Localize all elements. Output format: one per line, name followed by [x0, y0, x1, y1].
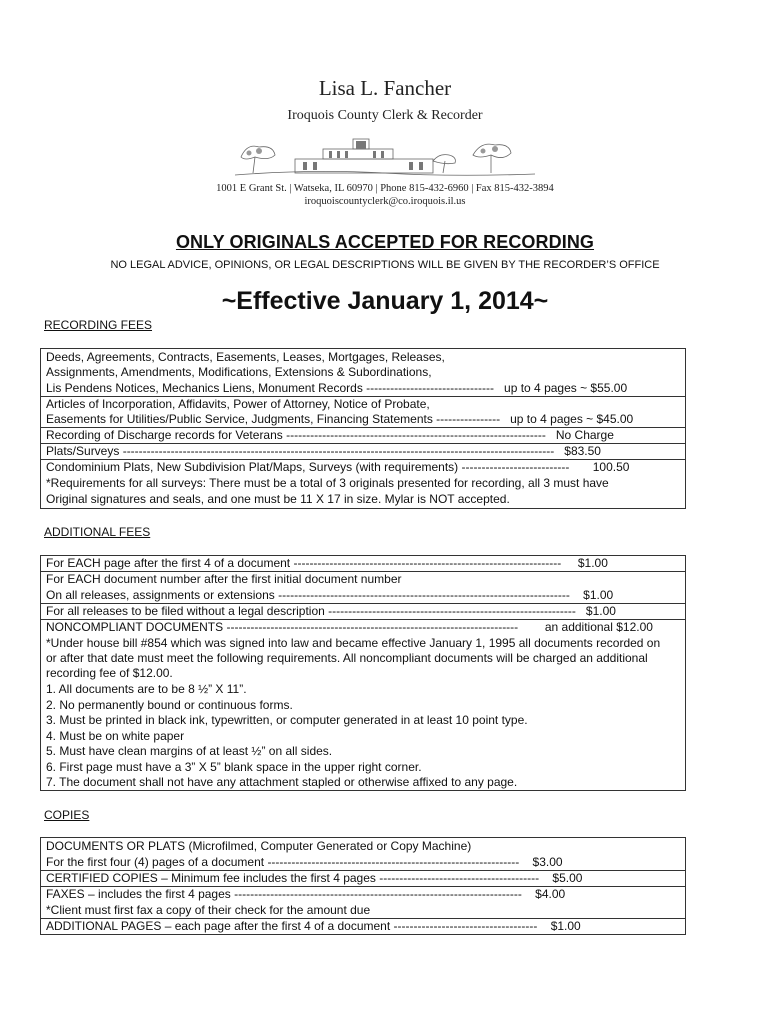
list-item: For all releases to be filed without a legal description -------------------------------------------------------------- $1.00	[46, 604, 616, 618]
list-item: DOCUMENTS OR PLATS (Microfilmed, Computer Generated or Copy Machine)	[46, 839, 472, 853]
list-item: For the first four (4) pages of a document --------------------------------------------------------------- $3.00	[46, 855, 563, 869]
list-item: CERTIFIED COPIES – Minimum fee includes the first 4 pages ---------------------------------------- $5.00	[46, 871, 583, 885]
list-item: Recording of Discharge records for Veterans ----------------------------------------------------------------- No Charge	[46, 428, 614, 442]
list-item: Assignments, Amendments, Modifications, Extensions & Subordinations,	[46, 365, 432, 379]
list-item: 5. Must have clean margins of at least ½” on all sides.	[46, 744, 333, 758]
recording-fees-heading: RECORDING FEES	[44, 318, 153, 332]
originals-headline: ONLY ORIGINALS ACCEPTED FOR RECORDING	[175, 232, 595, 252]
list-item: NONCOMPLIANT DOCUMENTS ------------------------------------------------------------------------- an additional $12.00	[46, 620, 653, 634]
list-item: Plats/Surveys ------------------------------------------------------------------------------------------------------------ $83.50	[46, 444, 601, 458]
list-item: For EACH document number after the first initial document number	[46, 572, 402, 586]
courthouse-illustration	[233, 133, 537, 183]
list-item: Easements for Utilities/Public Service, Judgments, Financing Statements ---------------- up to 4 pages ~ $45.00	[46, 412, 634, 426]
list-item: 7. The document shall not have any attachment stapled or otherwise affixed to any page.	[46, 775, 518, 789]
list-item: *Under house bill #854 which was signed into law and became effective January 1, 1995 all documents recorded on	[46, 636, 661, 650]
additional-fees-heading: ADDITIONAL FEES	[44, 525, 151, 539]
list-item: Lis Pendens Notices, Mechanics Liens, Monument Records -------------------------------- up to 4 pages ~ $55.00	[46, 381, 628, 395]
list-item: 6. First page must have a 3” X 5” blank space in the upper right corner.	[46, 760, 422, 774]
list-item: Condominium Plats, New Subdivision Plat/Maps, Surveys (with requirements) --------------------------- 100.50	[46, 460, 630, 474]
list-item: 1. All documents are to be 8 ½” X 11”.	[46, 682, 247, 696]
list-item: 2. No permanently bound or continuous forms.	[46, 698, 293, 712]
list-item: FAXES – includes the first 4 pages ------------------------------------------------------------------------ $4.00	[46, 887, 566, 901]
list-item: *Client must first fax a copy of their check for the amount due	[46, 903, 371, 917]
list-item: On all releases, assignments or extensions ------------------------------------------------------------------------- $1.00	[46, 588, 614, 602]
list-item: Articles of Incorporation, Affidavits, Power of Attorney, Notice of Probate,	[46, 397, 430, 411]
no-legal-advice-notice: NO LEGAL ADVICE, OPINIONS, OR LEGAL DESCRIPTIONS WILL BE GIVEN BY THE RECORDER’S OFFICE	[110, 259, 660, 271]
clerk-email: iroquoiscountyclerk@co.iroquois.il.us	[304, 196, 466, 207]
list-item: *Requirements for all surveys: There must be a total of 3 originals presented for recording, all 3 must have	[46, 476, 609, 490]
list-item: 4. Must be on white paper	[46, 729, 185, 743]
copies-heading: COPIES	[44, 808, 90, 822]
list-item: recording fee of $12.00.	[46, 666, 173, 680]
clerk-address: 1001 E Grant St. | Watseka, IL 60970 | Phone 815-432-6960 | Fax 815-432-3894	[216, 183, 554, 194]
list-item: For EACH page after the first 4 of a document ------------------------------------------------------------------- $1.00	[46, 556, 608, 570]
list-item: Original signatures and seals, and one must be 11 X 17 in size. Mylar is NOT accepted.	[46, 492, 510, 506]
effective-date: ~Effective January 1, 2014~	[221, 287, 549, 315]
clerk-name: Lisa L. Fancher	[318, 76, 452, 100]
list-item: 3. Must be printed in black ink, typewritten, or computer generated in at least 10 point type.	[46, 713, 528, 727]
clerk-title: Iroquois County Clerk & Recorder	[287, 108, 483, 123]
list-item: or after that date must meet the following requirements. All noncompliant documents will be charged an additional	[46, 651, 648, 665]
list-item: ADDITIONAL PAGES – each page after the first 4 of a document ------------------------------------ $1.00	[46, 919, 581, 933]
list-item: Deeds, Agreements, Contracts, Easements, Leases, Mortgages, Releases,	[46, 350, 445, 364]
